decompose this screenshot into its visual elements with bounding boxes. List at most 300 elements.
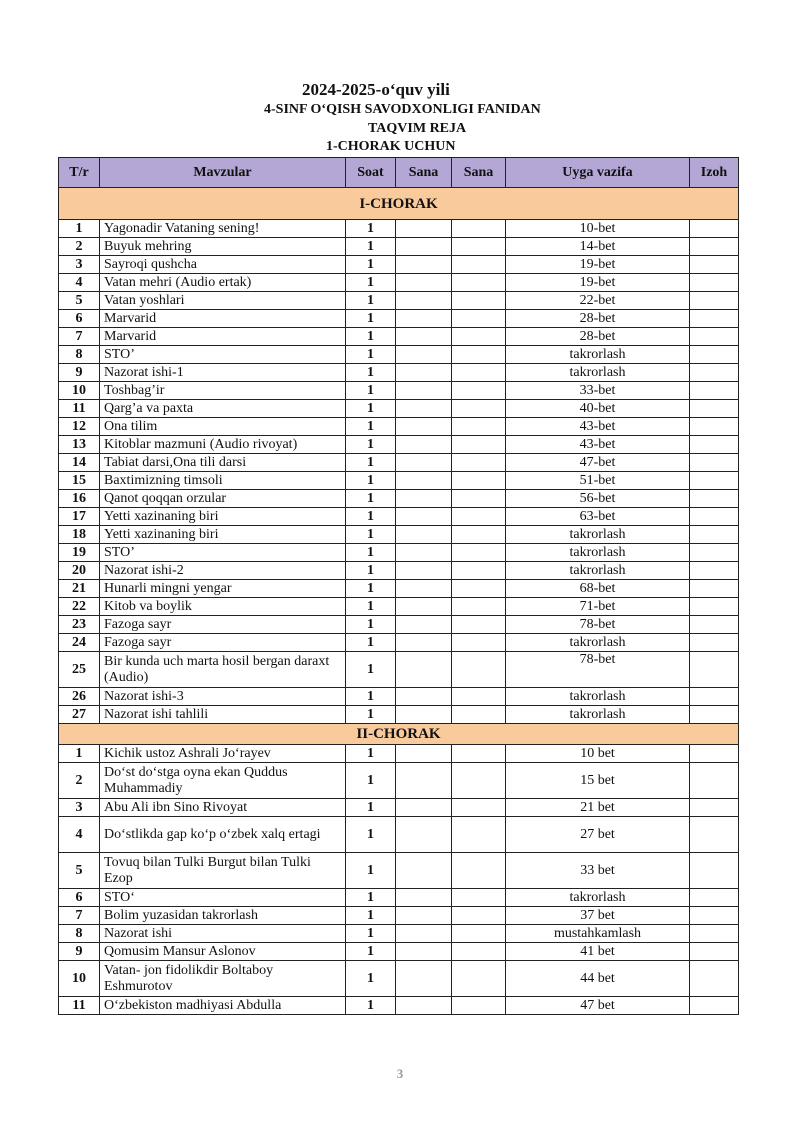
row-date-2 <box>452 745 506 763</box>
quarter-section-title: I-CHORAK <box>59 188 739 220</box>
row-date-2 <box>452 817 506 853</box>
row-number: 3 <box>59 256 100 274</box>
row-notes <box>690 238 739 256</box>
row-notes <box>690 652 739 688</box>
row-notes <box>690 961 739 997</box>
row-topic: Vatan mehri (Audio ertak) <box>100 274 346 292</box>
table-row <box>59 961 739 997</box>
col-header-date-2: Sana <box>452 158 506 188</box>
row-hours: 1 <box>346 526 396 544</box>
row-notes <box>690 925 739 943</box>
row-date-1 <box>396 616 452 634</box>
row-notes <box>690 364 739 382</box>
row-notes <box>690 454 739 472</box>
table-row <box>59 310 739 328</box>
table-row <box>59 472 739 490</box>
row-hours: 1 <box>346 799 396 817</box>
row-date-2 <box>452 454 506 472</box>
row-homework: takrorlash <box>506 364 690 382</box>
table-row <box>59 580 739 598</box>
row-homework: 10 bet <box>506 745 690 763</box>
row-notes <box>690 508 739 526</box>
row-date-2 <box>452 274 506 292</box>
row-hours: 1 <box>346 364 396 382</box>
row-number: 1 <box>59 745 100 763</box>
row-date-2 <box>452 763 506 799</box>
row-topic: Vatan yoshlari <box>100 292 346 310</box>
table-row <box>59 997 739 1015</box>
row-number: 5 <box>59 853 100 889</box>
row-homework: takrorlash <box>506 562 690 580</box>
row-date-2 <box>452 400 506 418</box>
row-hours: 1 <box>346 688 396 706</box>
row-topic: Fazoga sayr <box>100 616 346 634</box>
row-topic: Nazorat ishi tahlili <box>100 706 346 724</box>
row-date-1 <box>396 961 452 997</box>
row-hours: 1 <box>346 853 396 889</box>
row-homework: 19-bet <box>506 274 690 292</box>
table-row <box>59 925 739 943</box>
row-number: 16 <box>59 490 100 508</box>
row-homework: 33-bet <box>506 382 690 400</box>
table-row <box>59 364 739 382</box>
row-date-1 <box>396 706 452 724</box>
row-topic: Qanot qoqqan orzular <box>100 490 346 508</box>
row-topic: Tabiat darsi,Ona tili darsi <box>100 454 346 472</box>
row-number: 8 <box>59 346 100 364</box>
row-date-2 <box>452 706 506 724</box>
row-homework: 28-bet <box>506 310 690 328</box>
table-row <box>59 544 739 562</box>
table-row <box>59 763 739 799</box>
row-hours: 1 <box>346 634 396 652</box>
row-number: 4 <box>59 274 100 292</box>
row-date-2 <box>452 799 506 817</box>
row-notes <box>690 544 739 562</box>
row-number: 9 <box>59 943 100 961</box>
document-title: TAQVIM REJA <box>368 121 467 136</box>
row-topic: Yetti xazinaning biri <box>100 526 346 544</box>
row-topic: Buyuk mehring <box>100 238 346 256</box>
row-homework: 51-bet <box>506 472 690 490</box>
table-row <box>59 292 739 310</box>
row-notes <box>690 490 739 508</box>
table-row <box>59 220 739 238</box>
row-date-1 <box>396 400 452 418</box>
row-date-2 <box>452 907 506 925</box>
row-hours: 1 <box>346 997 396 1015</box>
table-row <box>59 400 739 418</box>
row-homework: 22-bet <box>506 292 690 310</box>
row-homework: 19-bet <box>506 256 690 274</box>
row-date-2 <box>452 382 506 400</box>
table-row <box>59 274 739 292</box>
row-notes <box>690 526 739 544</box>
row-hours: 1 <box>346 616 396 634</box>
row-homework: 47-bet <box>506 454 690 472</box>
row-hours: 1 <box>346 508 396 526</box>
row-topic: Baxtimizning timsoli <box>100 472 346 490</box>
row-topic: STO’ <box>100 346 346 364</box>
table-row <box>59 346 739 364</box>
row-date-1 <box>396 508 452 526</box>
row-topic: Tovuq bilan Tulki Burgut bilan Tulki Ezop <box>100 853 346 889</box>
row-topic: Abu Ali ibn Sino Rivoyat <box>100 799 346 817</box>
row-date-1 <box>396 763 452 799</box>
row-notes <box>690 346 739 364</box>
row-topic: Kichik ustoz Ashrali Jo‘rayev <box>100 745 346 763</box>
row-homework: 15 bet <box>506 763 690 799</box>
row-date-2 <box>452 925 506 943</box>
table-row <box>59 490 739 508</box>
row-topic: STO’ <box>100 544 346 562</box>
row-date-1 <box>396 997 452 1015</box>
row-date-2 <box>452 346 506 364</box>
row-homework: 78-bet <box>506 652 690 688</box>
row-date-1 <box>396 853 452 889</box>
row-topic: Kitob va boylik <box>100 598 346 616</box>
row-notes <box>690 418 739 436</box>
table-row <box>59 634 739 652</box>
row-date-2 <box>452 961 506 997</box>
row-notes <box>690 472 739 490</box>
row-notes <box>690 889 739 907</box>
row-hours: 1 <box>346 706 396 724</box>
row-topic: Bir kunda uch marta hosil bergan daraxt (Audio) <box>100 652 346 688</box>
row-date-2 <box>452 256 506 274</box>
row-number: 27 <box>59 706 100 724</box>
row-homework: 56-bet <box>506 490 690 508</box>
col-header-notes: Izoh <box>690 158 739 188</box>
row-date-2 <box>452 562 506 580</box>
row-hours: 1 <box>346 943 396 961</box>
table-row <box>59 943 739 961</box>
row-topic: Kitoblar mazmuni (Audio rivoyat) <box>100 436 346 454</box>
row-date-1 <box>396 454 452 472</box>
row-notes <box>690 292 739 310</box>
row-number: 9 <box>59 364 100 382</box>
row-homework: 44 bet <box>506 961 690 997</box>
row-number: 19 <box>59 544 100 562</box>
row-number: 7 <box>59 907 100 925</box>
row-homework: 10-bet <box>506 220 690 238</box>
row-number: 17 <box>59 508 100 526</box>
table-header-row <box>59 158 739 188</box>
row-number: 6 <box>59 310 100 328</box>
row-number: 11 <box>59 400 100 418</box>
row-homework: 47 bet <box>506 997 690 1015</box>
row-topic: Hunarli mingni yengar <box>100 580 346 598</box>
row-topic: STO‘ <box>100 889 346 907</box>
row-hours: 1 <box>346 889 396 907</box>
row-hours: 1 <box>346 256 396 274</box>
row-notes <box>690 745 739 763</box>
row-homework: takrorlash <box>506 889 690 907</box>
row-notes <box>690 943 739 961</box>
row-date-1 <box>396 580 452 598</box>
row-hours: 1 <box>346 598 396 616</box>
row-date-2 <box>452 580 506 598</box>
row-hours: 1 <box>346 544 396 562</box>
row-date-1 <box>396 652 452 688</box>
table-row <box>59 454 739 472</box>
table-row <box>59 688 739 706</box>
row-topic: Qomusim Mansur Aslonov <box>100 943 346 961</box>
row-hours: 1 <box>346 454 396 472</box>
row-homework: 37 bet <box>506 907 690 925</box>
row-number: 24 <box>59 634 100 652</box>
row-hours: 1 <box>346 652 396 688</box>
row-date-2 <box>452 598 506 616</box>
row-date-2 <box>452 490 506 508</box>
table-body <box>59 188 739 1015</box>
row-topic: Vatan- jon fidolikdir Boltaboy Eshmurotov <box>100 961 346 997</box>
row-date-1 <box>396 544 452 562</box>
row-topic: Qarg’a va paxta <box>100 400 346 418</box>
row-notes <box>690 907 739 925</box>
row-homework: 28-bet <box>506 328 690 346</box>
row-date-2 <box>452 616 506 634</box>
row-notes <box>690 763 739 799</box>
row-date-2 <box>452 310 506 328</box>
table-row <box>59 382 739 400</box>
row-date-1 <box>396 256 452 274</box>
row-notes <box>690 274 739 292</box>
row-date-1 <box>396 436 452 454</box>
row-date-1 <box>396 562 452 580</box>
row-hours: 1 <box>346 763 396 799</box>
row-date-2 <box>452 508 506 526</box>
row-notes <box>690 436 739 454</box>
row-number: 26 <box>59 688 100 706</box>
row-notes <box>690 799 739 817</box>
row-homework: 68-bet <box>506 580 690 598</box>
row-number: 15 <box>59 472 100 490</box>
row-notes <box>690 580 739 598</box>
row-topic: Yetti xazinaning biri <box>100 508 346 526</box>
row-notes <box>690 598 739 616</box>
row-hours: 1 <box>346 418 396 436</box>
row-date-1 <box>396 328 452 346</box>
row-notes <box>690 853 739 889</box>
page-number: 3 <box>396 1066 404 1081</box>
row-date-1 <box>396 925 452 943</box>
row-notes <box>690 310 739 328</box>
row-homework: 63-bet <box>506 508 690 526</box>
row-topic: Nazorat ishi-3 <box>100 688 346 706</box>
row-date-1 <box>396 346 452 364</box>
row-hours: 1 <box>346 817 396 853</box>
col-header-hours: Soat <box>346 158 396 188</box>
row-topic: Marvarid <box>100 328 346 346</box>
row-hours: 1 <box>346 292 396 310</box>
row-date-1 <box>396 598 452 616</box>
row-number: 13 <box>59 436 100 454</box>
row-homework: 21 bet <box>506 799 690 817</box>
row-date-1 <box>396 292 452 310</box>
row-date-2 <box>452 943 506 961</box>
row-date-2 <box>452 364 506 382</box>
row-homework: 33 bet <box>506 853 690 889</box>
table-row <box>59 853 739 889</box>
row-date-2 <box>452 889 506 907</box>
row-number: 2 <box>59 763 100 799</box>
row-date-1 <box>396 907 452 925</box>
table-row <box>59 562 739 580</box>
row-date-1 <box>396 382 452 400</box>
row-date-1 <box>396 943 452 961</box>
row-date-1 <box>396 472 452 490</box>
row-number: 7 <box>59 328 100 346</box>
row-date-1 <box>396 310 452 328</box>
row-topic: Fazoga sayr <box>100 634 346 652</box>
row-hours: 1 <box>346 490 396 508</box>
table-row <box>59 418 739 436</box>
row-number: 11 <box>59 997 100 1015</box>
row-date-2 <box>452 472 506 490</box>
row-number: 21 <box>59 580 100 598</box>
row-date-2 <box>452 544 506 562</box>
row-date-2 <box>452 328 506 346</box>
row-homework: 40-bet <box>506 400 690 418</box>
quarter-title: 1-CHORAK UCHUN <box>326 139 456 154</box>
table-row <box>59 706 739 724</box>
row-date-1 <box>396 526 452 544</box>
row-date-1 <box>396 889 452 907</box>
row-number: 6 <box>59 889 100 907</box>
row-homework: takrorlash <box>506 526 690 544</box>
quarter-section-row <box>59 724 739 745</box>
row-hours: 1 <box>346 925 396 943</box>
row-number: 25 <box>59 652 100 688</box>
row-topic: Ona tilim <box>100 418 346 436</box>
row-date-2 <box>452 853 506 889</box>
row-number: 18 <box>59 526 100 544</box>
row-notes <box>690 634 739 652</box>
table-row <box>59 256 739 274</box>
row-hours: 1 <box>346 220 396 238</box>
row-date-2 <box>452 997 506 1015</box>
row-date-2 <box>452 526 506 544</box>
row-topic: Do‘stlikda gap ko‘p o‘zbek xalq ertagi <box>100 817 346 853</box>
row-topic: Nazorat ishi <box>100 925 346 943</box>
row-topic: Nazorat ishi-2 <box>100 562 346 580</box>
row-hours: 1 <box>346 472 396 490</box>
row-date-1 <box>396 418 452 436</box>
table-row <box>59 328 739 346</box>
row-notes <box>690 997 739 1015</box>
row-notes <box>690 817 739 853</box>
table-row <box>59 436 739 454</box>
row-homework: 43-bet <box>506 418 690 436</box>
table-row <box>59 907 739 925</box>
row-number: 10 <box>59 382 100 400</box>
row-notes <box>690 256 739 274</box>
col-header-topics: Mavzular <box>100 158 346 188</box>
row-hours: 1 <box>346 400 396 418</box>
row-homework: 43-bet <box>506 436 690 454</box>
row-hours: 1 <box>346 346 396 364</box>
row-number: 8 <box>59 925 100 943</box>
row-date-2 <box>452 688 506 706</box>
subject-title: 4-SINF O‘QISH SAVODXONLIGI FANIDAN <box>264 102 541 117</box>
row-date-2 <box>452 238 506 256</box>
row-homework: takrorlash <box>506 544 690 562</box>
row-number: 2 <box>59 238 100 256</box>
quarter-section-title: II-CHORAK <box>59 724 739 745</box>
row-date-2 <box>452 220 506 238</box>
row-hours: 1 <box>346 907 396 925</box>
row-date-1 <box>396 817 452 853</box>
row-hours: 1 <box>346 328 396 346</box>
table-row <box>59 616 739 634</box>
row-hours: 1 <box>346 238 396 256</box>
row-homework: 27 bet <box>506 817 690 853</box>
row-hours: 1 <box>346 436 396 454</box>
row-homework: 14-bet <box>506 238 690 256</box>
table-row <box>59 799 739 817</box>
row-topic: Bolim yuzasidan takrorlash <box>100 907 346 925</box>
row-date-2 <box>452 436 506 454</box>
row-number: 4 <box>59 817 100 853</box>
row-date-1 <box>396 799 452 817</box>
row-number: 5 <box>59 292 100 310</box>
row-notes <box>690 616 739 634</box>
table-row <box>59 238 739 256</box>
row-homework: takrorlash <box>506 706 690 724</box>
table-row <box>59 745 739 763</box>
row-notes <box>690 706 739 724</box>
row-date-2 <box>452 418 506 436</box>
row-hours: 1 <box>346 382 396 400</box>
row-topic: Toshbag’ir <box>100 382 346 400</box>
row-notes <box>690 328 739 346</box>
row-homework: takrorlash <box>506 688 690 706</box>
row-homework: 78-bet <box>506 616 690 634</box>
table-row <box>59 817 739 853</box>
row-topic: Yagonadir Vataning sening! <box>100 220 346 238</box>
row-hours: 1 <box>346 562 396 580</box>
col-header-homework: Uyga vazifa <box>506 158 690 188</box>
row-topic: O‘zbekiston madhiyasi Abdulla <box>100 997 346 1015</box>
row-number: 20 <box>59 562 100 580</box>
row-topic: Nazorat ishi-1 <box>100 364 346 382</box>
row-notes <box>690 562 739 580</box>
row-hours: 1 <box>346 274 396 292</box>
row-homework: takrorlash <box>506 346 690 364</box>
table-row <box>59 598 739 616</box>
table-row <box>59 508 739 526</box>
row-number: 3 <box>59 799 100 817</box>
row-date-1 <box>396 688 452 706</box>
quarter-section-row <box>59 188 739 220</box>
row-number: 1 <box>59 220 100 238</box>
row-date-1 <box>396 364 452 382</box>
row-topic: Do‘st do‘stga oyna ekan Quddus Muhammadiy <box>100 763 346 799</box>
row-date-1 <box>396 238 452 256</box>
row-homework: 41 bet <box>506 943 690 961</box>
row-hours: 1 <box>346 310 396 328</box>
row-date-1 <box>396 220 452 238</box>
row-number: 10 <box>59 961 100 997</box>
row-hours: 1 <box>346 961 396 997</box>
row-notes <box>690 400 739 418</box>
col-header-date-1: Sana <box>396 158 452 188</box>
row-notes <box>690 382 739 400</box>
table-row <box>59 889 739 907</box>
row-homework: 71-bet <box>506 598 690 616</box>
row-notes <box>690 688 739 706</box>
